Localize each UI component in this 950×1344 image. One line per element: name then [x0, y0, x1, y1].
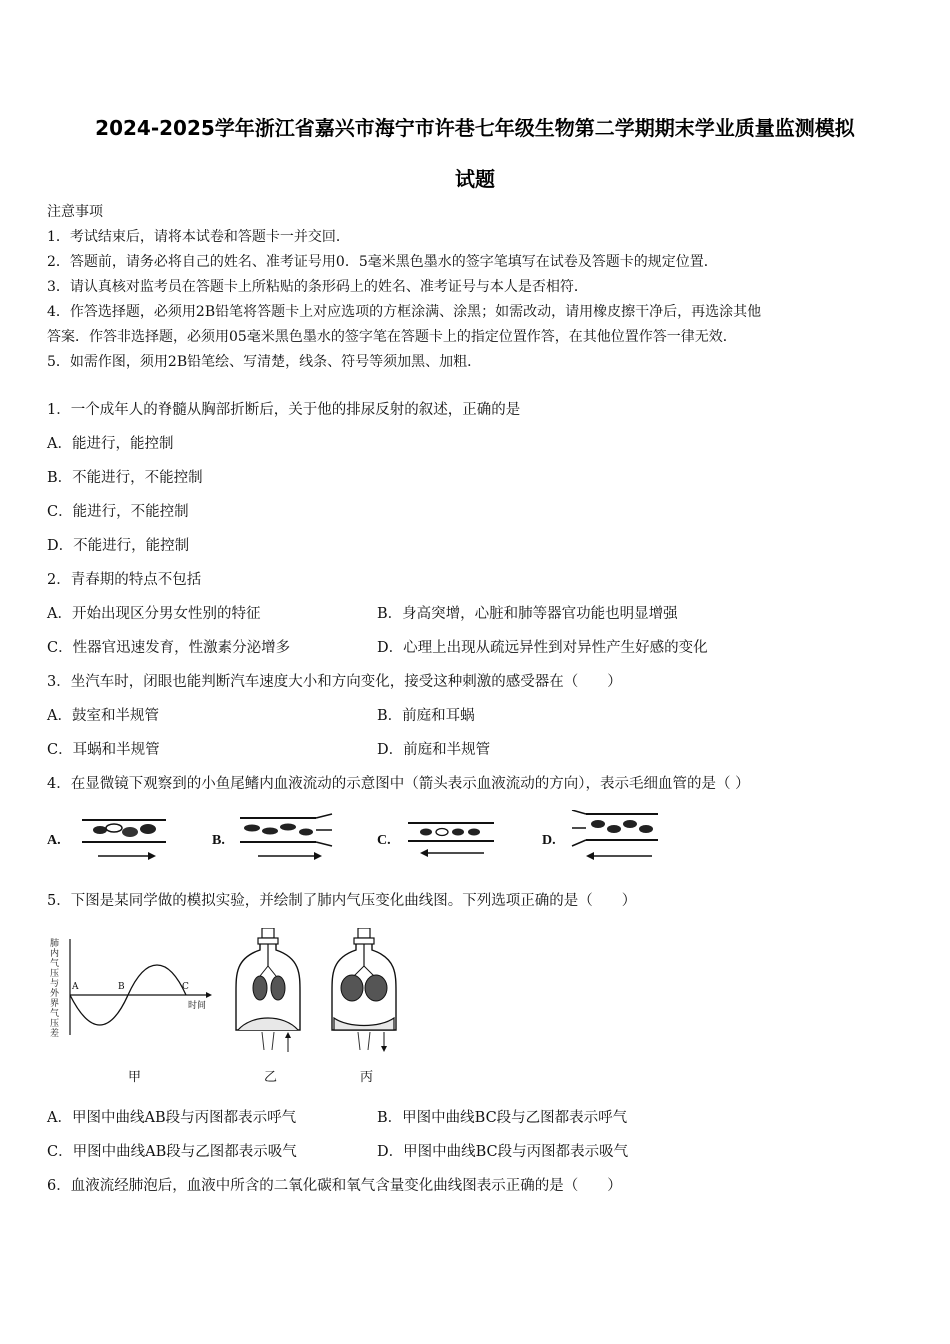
notice-item: 4．作答选择题，必须用2B铅笔将答题卡上对应选项的方框涂满、涂黑；如需改动，请用橡皮擦干净后，再选涂其他	[47, 304, 762, 320]
option-b-label[interactable]: B.	[212, 833, 225, 848]
vessel-figure-b[interactable]	[236, 812, 336, 864]
option-a[interactable]: A．鼓室和半规管	[47, 708, 159, 724]
graph-point-c: C	[182, 982, 189, 992]
option-d[interactable]: D．不能进行，能控制	[47, 538, 190, 554]
graph-ylabel: 肺内气压与外界气压差	[50, 939, 60, 1039]
option-b[interactable]: B．甲图中曲线BC段与乙图都表示呼气	[377, 1110, 628, 1126]
option-b[interactable]: B．前庭和耳蜗	[377, 708, 475, 724]
graph-point-b: B	[118, 982, 125, 992]
graph-xlabel: 时间	[188, 1001, 207, 1011]
pressure-graph	[50, 935, 220, 1045]
option-c[interactable]: C．性器官迅速发育，性激素分泌增多	[47, 640, 291, 656]
vessel-figure-a[interactable]	[78, 812, 170, 864]
question-stem: 3．坐汽车时，闭眼也能判断汽车速度大小和方向变化，接受这种刺激的感受器在（ ）	[47, 674, 622, 690]
question-stem: 1．一个成年人的脊髓从胸部折断后，关于他的排尿反射的叙述，正确的是	[47, 402, 521, 418]
notice-item: 答案．作答非选择题，必须用05毫米黑色墨水的签字笔在答题卡上的指定位置作答，在其他位置作答一律无效．	[47, 329, 737, 345]
option-d-label[interactable]: D.	[542, 833, 556, 848]
caption-yi: 乙	[264, 1070, 278, 1085]
question-stem: 2．青春期的特点不包括	[47, 572, 202, 588]
notice-item: 3．请认真核对监考员在答题卡上所粘贴的条形码上的姓名、准考证号与本人是否相符．	[47, 279, 588, 295]
option-a-label[interactable]: A.	[47, 833, 61, 848]
vessel-figure-c[interactable]	[404, 815, 500, 861]
vessel-figure-d[interactable]	[568, 810, 666, 864]
option-c[interactable]: C．能进行，不能控制	[47, 504, 189, 520]
caption-jia: 甲	[128, 1070, 142, 1085]
title-line-2: 试题	[455, 167, 495, 191]
bell-jar-yi	[232, 928, 312, 1058]
option-d[interactable]: D．前庭和半规管	[377, 742, 491, 758]
option-c[interactable]: C．甲图中曲线AB段与乙图都表示吸气	[47, 1144, 297, 1160]
title-line-1: 2024-2025学年浙江省嘉兴市海宁市许巷七年级生物第二学期期末学业质量监测模拟	[95, 116, 855, 140]
graph-point-a: A	[72, 982, 79, 992]
notice-item: 5．如需作图，须用2B铅笔绘、写清楚，线条、符号等须加黑、加粗．	[47, 354, 482, 370]
bell-jar-bing	[328, 928, 408, 1058]
question-stem: 6．血液流经肺泡后，血液中所含的二氧化碳和氧气含量变化曲线图表示正确的是（ ）	[47, 1178, 622, 1194]
option-a[interactable]: A．能进行，能控制	[47, 436, 174, 452]
option-d[interactable]: D．甲图中曲线BC段与丙图都表示吸气	[377, 1144, 629, 1160]
option-d[interactable]: D．心理上出现从疏远异性到对异性产生好感的变化	[377, 640, 708, 656]
option-b[interactable]: B．身高突增，心脏和肺等器官功能也明显增强	[377, 606, 678, 622]
option-c[interactable]: C．耳蜗和半规管	[47, 742, 160, 758]
option-a[interactable]: A．甲图中曲线AB段与丙图都表示呼气	[47, 1110, 297, 1126]
option-b[interactable]: B．不能进行，不能控制	[47, 470, 203, 486]
notice-heading: 注意事项	[47, 204, 103, 220]
notice-item: 2．答题前，请务必将自己的姓名、准考证号用0．5毫米黑色墨水的签字笔填写在试卷及答题卡的规定位置．	[47, 254, 718, 270]
notice-item: 1．考试结束后，请将本试卷和答题卡一并交回．	[47, 229, 350, 245]
caption-bing: 丙	[360, 1070, 374, 1085]
option-c-label[interactable]: C.	[377, 833, 391, 848]
option-a[interactable]: A．开始出现区分男女性别的特征	[47, 606, 261, 622]
question-stem: 5．下图是某同学做的模拟实验，并绘制了肺内气压变化曲线图。下列选项正确的是（ ）	[47, 893, 637, 909]
question-stem: 4．在显微镜下观察到的小鱼尾鳍内血液流动的示意图中（箭头表示血液流动的方向），表示毛细血管的是（ ）	[47, 776, 750, 792]
